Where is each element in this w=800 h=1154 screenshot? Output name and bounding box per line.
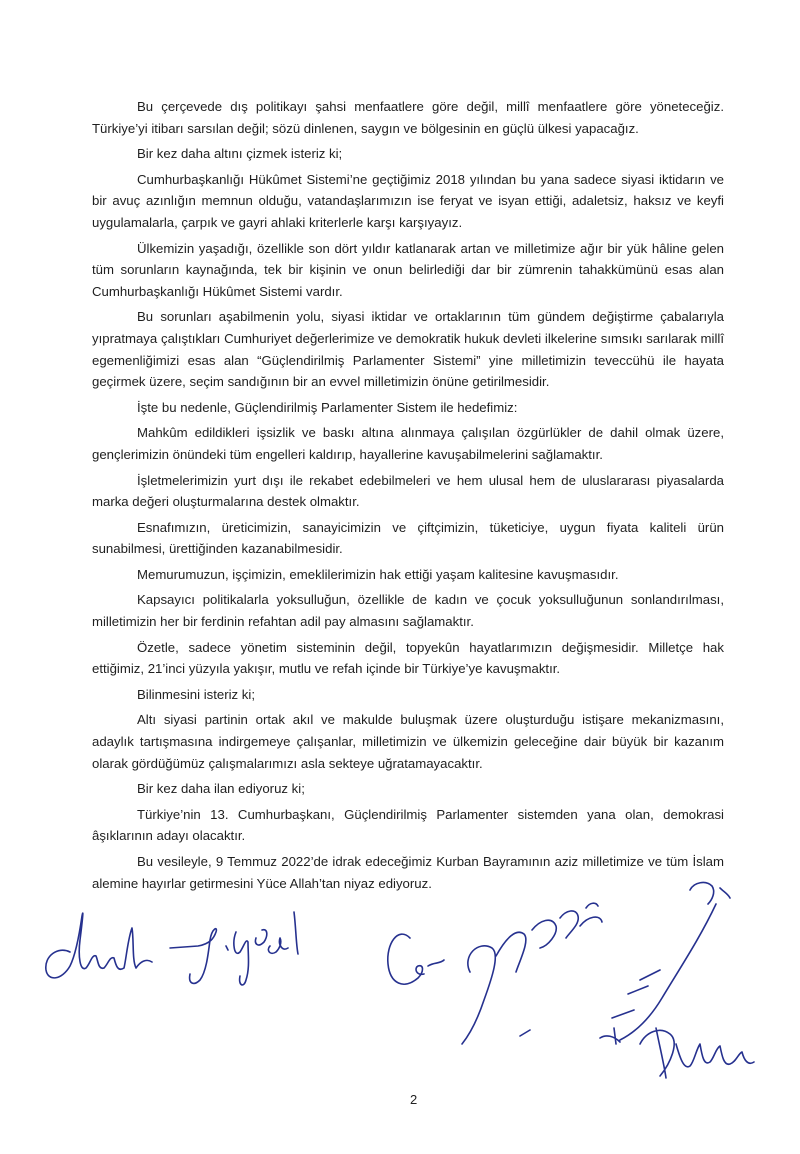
paragraph: Bir kez daha ilan ediyoruz ki; xyxy=(137,781,305,797)
paragraph: Bilinmesini isteriz ki; xyxy=(137,686,255,702)
handwritten-signature xyxy=(640,1028,754,1078)
paragraph: Türkiye’nin 13. Cumhurbaşkanı, Güçlendirilmiş Parlamenter sistemden yana olan, demokrasi âşıklarının adayı olacaktır. xyxy=(92,806,724,844)
paragraph: Cumhurbaşkanlığı Hükûmet Sistemi’ne geçtiğimiz 2018 yılından bu yana sadece siyasi iktidarın ve bir avuç azınlığın memnun olduğu, vatandaşlarımızın ise feryat ve isyan ettiği, adaletsiz, haksız ve keyfi uygulamalarla, çarpık ve gayri ahlaki kriterlerle karşı karşıyayız. xyxy=(92,171,724,230)
document-body xyxy=(92,96,724,894)
handwritten-signature xyxy=(46,913,152,978)
paragraph: Bu çerçevede dış politikayı şahsi menfaatlere göre değil, millî menfaatlere göre yöneteceğiz. Türkiye’yi itibarı sarsılan değil; sözü dinlenen, saygın ve bölgesinin en güçlü ülkesi yapacağız. xyxy=(92,99,724,136)
paragraph: Mahkûm edildikleri işsizlik ve baskı altına alınmaya çalışılan özgürlükler de dahil olmak üzere, gençlerimizin önündeki tüm engelleri kaldırıp, hayallerine kavuşabilmelerini sağlamaktır. xyxy=(92,425,724,462)
paragraph: Altı siyasi partinin ortak akıl ve makulde buluşmak üzere oluşturduğu istişare mekanizmasını, adaylık tartışmasına indirgemeye çalışanlar, milletimizin ve ülkemizin geleceğine dair büyük bir kazanım olarak gördüğümüz çalışmalarımızı asla sekteye uğratamayacaktır. xyxy=(92,712,724,771)
paragraph: Memurumuzun, işçimizin, emeklilerimizin hak ettiği yaşam kalitesine kavuşmasıdır. xyxy=(137,566,619,582)
handwritten-signature xyxy=(170,912,298,985)
handwritten-signature xyxy=(388,934,444,984)
paragraph: Bu sorunları aşabilmenin yolu, siyasi iktidar ve ortaklarının tüm gündem değiştirme çabalarıyla yıpratmaya çalıştıkları Cumhuriyet değerlerimize ve demokratik hukuk devleti ilkelerine sımsıkı sarılarak millî egemenliğimizi esas alan “Güçlendirilmiş Parlamenter Sistemi” yine milletimizin teveccühü ile hayata geçirmek üzere, seçim sandığının bir an evvel milletimizin önüne getirilmesidir. xyxy=(92,309,724,390)
paragraph: Bir kez daha altını çizmek isteriz ki; xyxy=(137,146,343,162)
handwritten-signature xyxy=(600,883,730,1044)
paragraph: Esnafımızın, üreticimizin, sanayicimizin ve çiftçimizin, tüketiciye, uygun fiyata kaliteli ürün sunabilmesi, ürettiğinden kazanabilmesidir. xyxy=(92,519,724,557)
paragraph: Ülkemizin yaşadığı, özellikle son dört yıldır katlanarak artan ve milletimize ağır bir yük hâline gelen tüm sorunların kaynağında, tek bir kişinin ve onun belirlediği dar bir zümrenin tahakkümünü esas alan Cumhurbaşkanlığı Hükûmet Sistemi vardır. xyxy=(92,240,724,299)
paragraph: Bu vesileyle, 9 Temmuz 2022’de idrak edeceğimiz Kurban Bayramının aziz milletimize ve tüm İslam alemine hayırlar getirmesini Yüce Allah’tan niyaz ediyoruz. xyxy=(92,854,724,891)
paragraph: Özetle, sadece yönetim sisteminin değil, topyekûn hayatlarımızın değişmesidir. Milletçe hak ettiğimiz, 21’inci yüzyıla yakışır, mutlu ve refah içinde bir Türkiye’ye kavuşmaktır. xyxy=(92,639,724,677)
handwritten-signature xyxy=(462,903,602,1044)
signatures-area xyxy=(0,868,800,1108)
paragraph: İşte bu nedenle, Güçlendirilmiş Parlamenter Sistem ile hedefimiz: xyxy=(137,399,518,415)
page-number: 2 xyxy=(410,1092,418,1107)
paragraph: İşletmelerimizin yurt dışı ile rekabet edebilmeleri ve hem ulusal hem de uluslararası piyasalarda marka değeri oluşturmalarına destek olmaktır. xyxy=(92,472,724,510)
paragraph: Kapsayıcı politikalarla yoksulluğun, özellikle de kadın ve çocuk yoksulluğunun sonlandırılması, milletimizin her bir ferdinin refahtan adil pay almasını sağlamaktır. xyxy=(92,592,724,630)
